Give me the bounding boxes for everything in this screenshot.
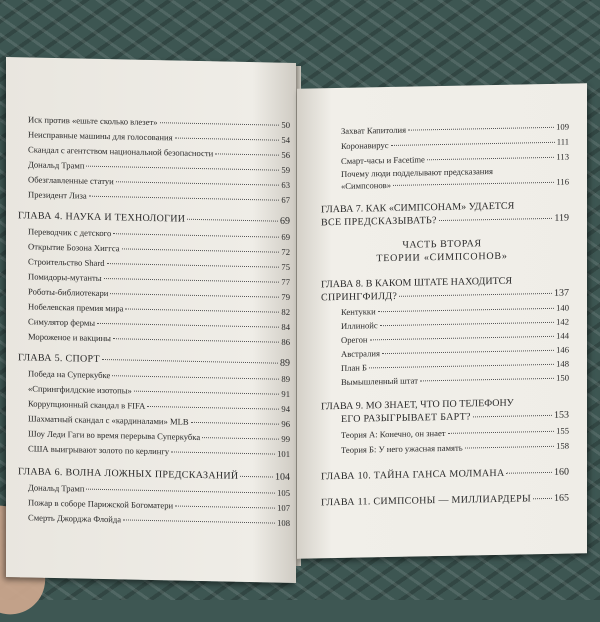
- toc-entry: [28, 497, 290, 512]
- toc-entry-page: 77: [281, 276, 290, 287]
- toc-entry: [341, 317, 569, 331]
- toc-chapter-8: [321, 289, 569, 304]
- toc-entry-page: 146: [556, 344, 569, 355]
- toc-entry-page: 148: [556, 358, 569, 369]
- toc-entry-page: 108: [277, 517, 290, 528]
- toc-entry-title: Захват Капитолия: [341, 124, 407, 136]
- toc-entry: [28, 241, 290, 256]
- toc-entry: [28, 428, 290, 443]
- toc-entry-title: Австралия: [341, 348, 380, 359]
- toc-entry: [28, 159, 290, 174]
- toc-entry: [341, 331, 569, 345]
- toc-entry: [341, 137, 569, 151]
- toc-entry-title: Шоу Леди Гаги во время перерыва Суперкубка: [28, 428, 201, 443]
- toc-entry-title: Иллинойс: [341, 320, 378, 331]
- toc-entry-page: 79: [281, 291, 290, 302]
- left-toc: [6, 57, 296, 528]
- toc-entry-title-line2: «Симпсонов»: [341, 179, 392, 191]
- toc-entry-page: 59: [281, 164, 290, 175]
- toc-chapter-4: [18, 211, 290, 227]
- toc-entry: [28, 443, 290, 458]
- toc-chapter-page: 153: [554, 409, 569, 421]
- toc-entry: [341, 303, 569, 317]
- toc-entry-title: Коронавирус: [341, 140, 389, 151]
- toc-chapter-10: [321, 468, 569, 483]
- toc-chapter-page: 137: [554, 287, 569, 299]
- toc-entry-title: Нобелевская премия мира: [28, 301, 124, 314]
- toc-entry-page: 91: [281, 388, 290, 399]
- toc-entry-page: 113: [556, 151, 569, 162]
- toc-entry: [28, 331, 290, 346]
- toc-entry: [341, 359, 569, 373]
- toc-entry: [341, 426, 569, 440]
- toc-entry-title: Роботы-библиотекари: [28, 286, 109, 299]
- toc-entry-title: Открытие Бозона Хиггса: [28, 241, 120, 254]
- toc-chapter-page: 160: [554, 466, 569, 478]
- toc-chapter-9: [341, 411, 569, 425]
- toc-entry-title: Коррупционный скандал в FIFA: [28, 398, 146, 411]
- part-subtitle: ТЕОРИИ «СИМПСОНОВ»: [376, 250, 508, 265]
- toc-chapter-page: 119: [554, 212, 569, 224]
- toc-entry: [341, 441, 569, 455]
- toc-chapter-8-line1: ГЛАВА 8. В КАКОМ ШТАТЕ НАХОДИТСЯ: [321, 275, 513, 291]
- toc-entry-title: Победа на Суперкубке: [28, 368, 111, 381]
- toc-entry-title: «Спрингфилдские изотопы»: [28, 383, 132, 396]
- toc-entry-page: 155: [556, 425, 569, 436]
- toc-entry-page: 56: [281, 149, 290, 160]
- toc-entry-page: 82: [281, 306, 290, 317]
- toc-chapter-7: [321, 214, 569, 229]
- toc-entry-page: 63: [281, 179, 290, 190]
- toc-entry: [28, 316, 290, 331]
- toc-entry-page: 150: [556, 372, 569, 383]
- toc-entry-title: Мороженое и вакцины: [28, 331, 111, 344]
- toc-chapter-page: 104: [275, 471, 290, 483]
- toc-entry: [28, 286, 290, 301]
- toc-entry: [341, 373, 569, 387]
- toc-chapter-title: ГЛАВА 10. ТАЙНА ГАНСА МОЛМАНА: [321, 467, 505, 483]
- toc-entry-title: Президент Лиза: [28, 189, 87, 201]
- toc-entry: [28, 301, 290, 316]
- toc-entry: [341, 152, 569, 166]
- left-page: [6, 57, 296, 583]
- toc-entry-page: 75: [281, 261, 290, 272]
- toc-entry-page: 94: [281, 403, 290, 414]
- toc-entry-page: 144: [556, 330, 569, 341]
- toc-chapter-title: ВСЕ ПРЕДСКАЗЫВАТЬ?: [321, 215, 437, 229]
- toc-entry-title: Теория Б: У него ужасная память: [341, 442, 463, 455]
- toc-entry-page: 107: [277, 502, 290, 513]
- toc-entry-page: 99: [281, 433, 290, 444]
- toc-chapter-title: СПРИНГФИЛД?: [321, 290, 398, 304]
- toc-entry-title: США выигрывают золото по керлингу: [28, 443, 170, 457]
- toc-chapter-7-line1: ГЛАВА 7. КАК «СИМПСОНАМ» УДАЕТСЯ: [321, 200, 515, 216]
- toc-entry: [28, 256, 290, 271]
- toc-entry-title: Орегон: [341, 334, 368, 345]
- toc-entry: [28, 398, 290, 413]
- toc-entry: [341, 345, 569, 359]
- toc-entry-page: 142: [556, 316, 569, 327]
- toc-chapter-6: [18, 467, 290, 483]
- toc-entry-title: Дональд Трамп: [28, 482, 85, 494]
- toc-entry-title: Смарт-часы и Facetime: [341, 154, 425, 166]
- toc-chapter-11: [321, 494, 569, 509]
- toc-entry: [28, 226, 290, 241]
- toc-entry-title: Иск против «ешьте сколько влезет»: [28, 114, 158, 128]
- toc-chapter-title: ЕГО РАЗЫГРЫВАЕТ БАРТ?: [341, 411, 471, 425]
- toc-entry: [28, 129, 290, 144]
- toc-chapter-page: 89: [280, 357, 290, 369]
- toc-entry-title: Помидоры-мутанты: [28, 271, 102, 283]
- toc-entry-title: Строительство Shard: [28, 256, 105, 269]
- toc-entry-page: 140: [556, 302, 569, 313]
- toc-entry-page: 105: [277, 487, 290, 498]
- toc-entry: [28, 383, 290, 398]
- toc-entry: [341, 122, 569, 136]
- toc-entry: [28, 368, 290, 383]
- toc-chapter-title: ГЛАВА 4. НАУКА И ТЕХНОЛОГИИ: [18, 210, 186, 225]
- toc-chapter-5: [18, 353, 290, 369]
- right-page: [297, 83, 587, 559]
- toc-chapter-9-line1: ГЛАВА 9. МО ЗНАЕТ, ЧТО ПО ТЕЛЕФОНУ: [321, 397, 514, 413]
- toc-entry-title: Скандал с агентством национальной безопасности: [28, 144, 214, 159]
- toc-entry-page: 84: [281, 321, 290, 332]
- toc-entry-title: Шахматный скандал с «кардиналами» MLB: [28, 413, 189, 427]
- toc-entry-page: 69: [281, 231, 290, 242]
- toc-entry: [28, 413, 290, 428]
- toc-chapter-page: 69: [280, 215, 290, 227]
- toc-entry-title: Теория А: Конечно, он знает: [341, 427, 446, 440]
- toc-chapter-title: ГЛАВА 5. СПОРТ: [18, 352, 100, 365]
- toc-entry-title: Пожар в соборе Парижской Богоматери: [28, 497, 174, 511]
- toc-entry-page: 54: [281, 134, 290, 145]
- toc-entry: [28, 174, 290, 189]
- toc-entry-title: Неисправные машины для голосования: [28, 129, 173, 143]
- toc-entry-page: 89: [281, 373, 290, 384]
- toc-entry-page: 101: [277, 448, 290, 459]
- toc-entry-title: Симулятор фермы: [28, 316, 96, 328]
- toc-chapter-title: ГЛАВА 11. СИМПСОНЫ — МИЛЛИАРДЕРЫ: [321, 493, 532, 509]
- toc-entry-title: План Б: [341, 362, 367, 373]
- toc-entry: [28, 189, 290, 204]
- toc-entry-title: Переводчик с детского: [28, 226, 112, 239]
- toc-entry-page: 96: [281, 418, 290, 429]
- toc-entry-page: 72: [281, 246, 290, 257]
- toc-entry-title: Обезглавленные статуи: [28, 174, 114, 187]
- toc-entry-page: 109: [556, 121, 569, 132]
- toc-entry-title: Вымышленный штат: [341, 375, 418, 387]
- toc-entry: [28, 144, 290, 159]
- toc-chapter-page: 165: [554, 492, 569, 504]
- right-toc: [297, 83, 587, 509]
- toc-entry: [28, 512, 290, 527]
- part-title: ЧАСТЬ ВТОРАЯ: [402, 238, 482, 251]
- toc-entry: [28, 271, 290, 286]
- toc-entry: [28, 114, 290, 129]
- toc-entry-page: 116: [556, 176, 569, 187]
- toc-entry-page: 86: [281, 336, 290, 347]
- toc-entry-page: 158: [556, 440, 569, 451]
- toc-entry-title-line1: Почему люди подделывают предсказания: [341, 166, 493, 179]
- toc-entry-page: 111: [556, 136, 569, 147]
- toc-entry-title: Смерть Джорджа Флойда: [28, 512, 122, 525]
- toc-entry-title: Дональд Трамп: [28, 159, 85, 171]
- toc-entry-title: Кентукки: [341, 306, 376, 317]
- toc-entry-page: 67: [281, 194, 290, 205]
- toc-entry-page: 50: [281, 119, 290, 130]
- toc-entry: [28, 482, 290, 497]
- toc-chapter-title: ГЛАВА 6. ВОЛНА ЛОЖНЫХ ПРЕДСКАЗАНИЙ: [18, 466, 239, 482]
